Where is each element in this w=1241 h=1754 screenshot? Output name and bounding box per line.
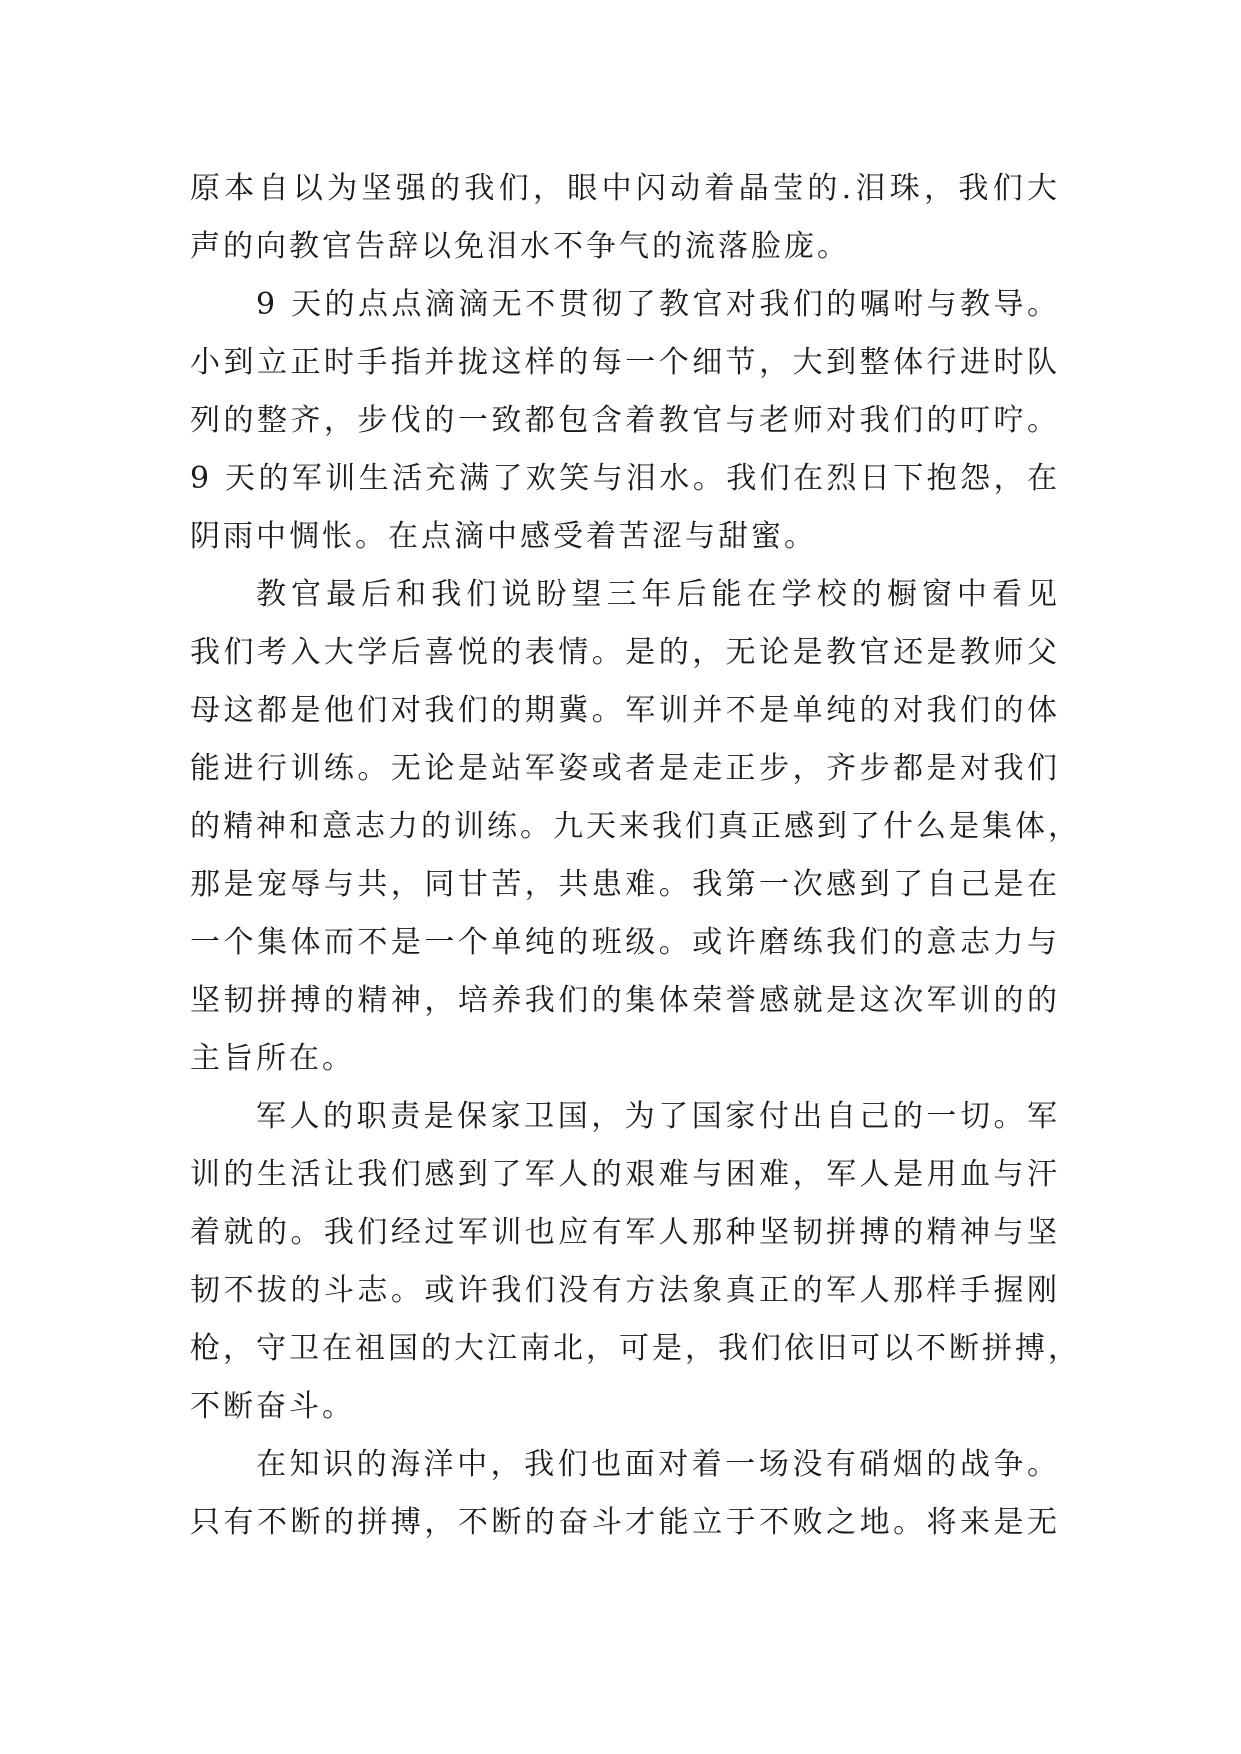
document-body bbox=[190, 160, 1081, 1552]
text-line: 母这都是他们对我们的期冀。军训并不是单纯的对我们的体 bbox=[190, 693, 1060, 728]
text-line: 那是宠辱与共，同甘苦，共患难。我第一次感到了自己是在 bbox=[190, 867, 1060, 902]
text-line: 坚韧拼搏的精神，培养我们的集体荣誉感就是这次军训的的 bbox=[190, 983, 1060, 1018]
text-line: 9 天的点点滴滴无不贯彻了教官对我们的嘱咐与教导。 bbox=[256, 287, 1060, 322]
text-line: 训的生活让我们感到了军人的艰难与困难，军人是用血与汗 bbox=[190, 1157, 1060, 1192]
text-line: 韧不拔的斗志。或许我们没有方法象真正的军人那样手握刚 bbox=[190, 1273, 1060, 1308]
text-line: 阴雨中惆怅。在点滴中感受着苦涩与甜蜜。 bbox=[190, 519, 817, 554]
text-line: 不断奋斗。 bbox=[190, 1389, 355, 1424]
text-line: 声的向教官告辞以免泪水不争气的流落脸庞。 bbox=[190, 229, 850, 264]
text-line: 主旨所在。 bbox=[190, 1041, 355, 1076]
text-line: 只有不断的拼搏，不断的奋斗才能立于不败之地。将来是无 bbox=[190, 1505, 1060, 1540]
text-line: 我们考入大学后喜悦的表情。是的，无论是教官还是教师父 bbox=[190, 635, 1060, 670]
text-line: 原本自以为坚强的我们，眼中闪动着晶莹的.泪珠，我们大 bbox=[190, 171, 1060, 206]
text-line: 教官最后和我们说盼望三年后能在学校的橱窗中看见 bbox=[256, 577, 1060, 612]
text-line: 着就的。我们经过军训也应有军人那种坚韧拼搏的精神与坚 bbox=[190, 1215, 1060, 1250]
text-line: 枪，守卫在祖国的大江南北，可是，我们依旧可以不断拼搏， bbox=[190, 1331, 1081, 1366]
text-line: 列的整齐，步伐的一致都包含着教官与老师对我们的叮咛。 bbox=[190, 403, 1060, 438]
text-line: 9 天的军训生活充满了欢笑与泪水。我们在烈日下抱怨，在 bbox=[190, 461, 1060, 496]
text-line: 的精神和意志力的训练。九天来我们真正感到了什么是集体， bbox=[190, 809, 1081, 844]
text-line: 军人的职责是保家卫国，为了国家付出自己的一切。军 bbox=[256, 1099, 1060, 1134]
text-line: 能进行训练。无论是站军姿或者是走正步，齐步都是对我们 bbox=[190, 751, 1060, 786]
text-line: 在知识的海洋中，我们也面对着一场没有硝烟的战争。 bbox=[256, 1447, 1060, 1482]
text-line: 小到立正时手指并拢这样的每一个细节，大到整体行进时队 bbox=[190, 345, 1060, 380]
text-line: 一个集体而不是一个单纯的班级。或许磨练我们的意志力与 bbox=[190, 925, 1060, 960]
